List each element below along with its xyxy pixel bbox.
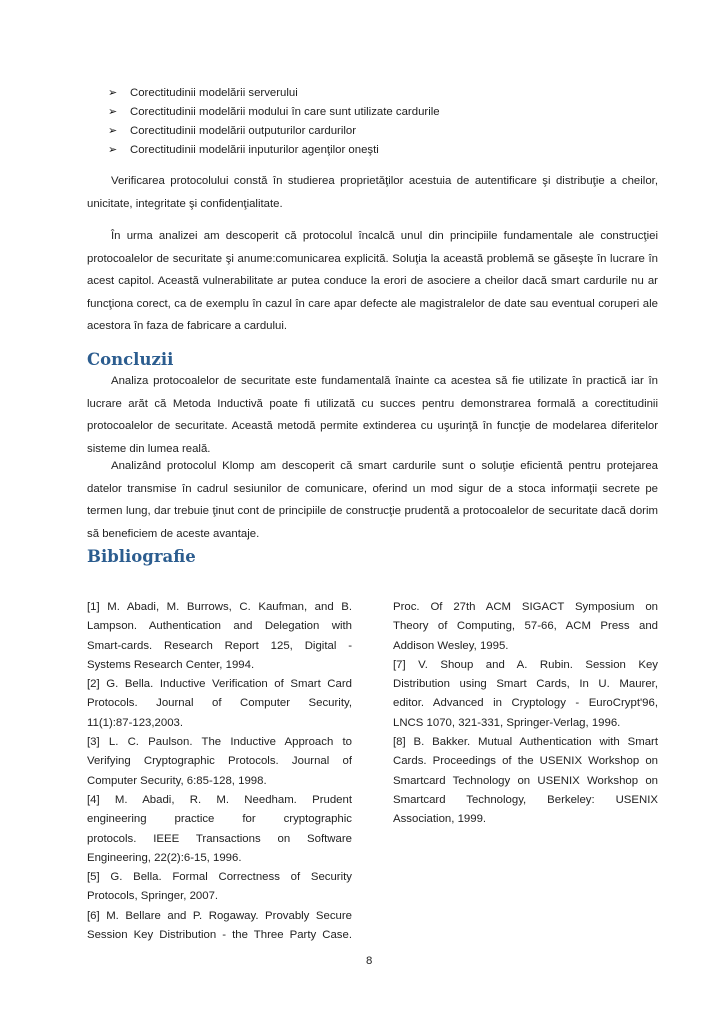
bib-line: Protocols, Springer, 2007. [87,890,219,903]
bib-line: LNCS 1070, 321-331, Springer-Verlag, 1996. [393,716,621,729]
bib-line: [8] B. Bakker. Mutual Authentication with Smart [393,736,658,749]
bib-line: editor. Advanced in Cryptology - EuroCrypt'96, [393,697,658,710]
bib-line: [3] L. C. Paulson. The Inductive Approach to [87,736,352,749]
bib-line: Cards. Proceedings of the USENIX Workshop on [393,755,658,768]
bib-line: 11(1):87-123,2003. [87,716,184,729]
bib-line: engineering practice for cryptographic [87,813,352,826]
bib-line: Distribution using Smart Cards, In U. Maurer, [393,678,658,691]
bib-line: [7] V. Shoup and A. Rubin. Session Key [393,658,658,671]
bullet-list [108,84,440,160]
arrow-bullet-icon: ➢ [108,125,118,137]
bib-line: Association, 1999. [393,813,487,826]
bib-line: Protocols. Journal of Computer Security, [87,697,352,710]
arrow-bullet-icon: ➢ [108,144,118,156]
bib-line: Computer Security, 6:85-128, 1998. [87,774,267,787]
bib-line: Addison Wesley, 1995. [393,639,509,652]
paragraph-verification: Verificarea protocolului constă în studierea proprietăţilor acestuia de autentificare şi distribuţie a cheilor, unicitate, integritate şi confidenţialitate. [87,175,658,210]
bib-line: [2] G. Bella. Inductive Verification of Smart Card [87,678,352,691]
bullet-item: ➢ Corectitudinii modelării serverului [108,84,440,103]
bib-line: [1] M. Abadi, M. Burrows, C. Kaufman, and B. [87,601,352,613]
paragraph-conclusions-1: Analiza protocoalelor de securitate este fundamentală înainte ca acestea să fie utilizate în practică iar în lucrare arăt că Metoda Inductivă poate fi utilizată cu succes pentru demonstrarea formală a corectitudinii protocoalelor de securitate. Această metodă permite extinderea cu uşurinţă în funcţie de modelarea diferitelor sisteme din lumea reală. [87,375,659,455]
heading-conclusions: Concluzii [87,350,174,369]
bullet-item: ➢ Corectitudinii modelării inputurilor agenţilor oneşti [108,141,440,160]
bib-line: [6] M. Bellare and P. Rogaway. Provably Secure [87,909,352,922]
bibliography-right-column [393,598,658,830]
bib-line: Session Key Distribution - the Three Party Case. [87,929,352,942]
bib-line: Theory of Computing, 57-66, ACM Press and [393,620,658,633]
bib-line: Engineering, 22(2):6-15, 1996. [87,851,242,864]
paragraph-analysis: În urma analizei am descoperit că protocolul încalcă unul din principiile fundamentale ale construcţiei protocoalelor de securitate şi anume:comunicarea explicită. Soluţia la această problemă se găseşte în lucrare în acest capitol. Această vulnerabilitate ar putea conduce la erori de asociere a cheilor dacă smart cardurile nu ar funcţiona corect, ca de exemplu în cazul în care apar defecte ale magistralelor de date sau eventual coruperi ale acestora în faza de fabricare a cardului. [87,230,658,332]
bullet-item: ➢ Corectitudinii modelării outputurilor cardurilor [108,122,440,141]
bib-line: Systems Research Center, 1994. [87,658,255,671]
bib-line: [4] M. Abadi, R. M. Needham. Prudent [87,793,352,806]
heading-bibliography: Bibliografie [87,547,196,566]
page-number: 8 [366,955,373,967]
bib-line: Lampson. Authentication and Delegation with [87,620,352,633]
bib-line: Smartcard Technology on USENIX Workshop on [393,774,658,787]
bib-line: Smartcard Technology, Berkeley: USENIX [393,793,658,806]
bib-line: protocols. IEEE Transactions on Software [87,832,352,845]
arrow-bullet-icon: ➢ [108,106,118,118]
paragraph-conclusions-2: Analizând protocolul Klomp am descoperit că smart cardurile sunt o soluţie eficientă pentru protejarea datelor transmise în cadrul sesiunilor de comunicare, oferind un mod sigur de a stoca informaţii secrete pe termen lung, dar trebuie ţinut cont de principiile de construcţie prudentă a protocoalelor de securitate dacă dorim să beneficiem de aceste avantaje. [87,460,658,540]
bibliography-left-column [87,598,352,945]
arrow-bullet-icon: ➢ [108,87,118,99]
bib-line: Verifying Cryptographic Protocols. Journal of [87,755,352,768]
bib-line: [5] G. Bella. Formal Correctness of Security [87,871,352,884]
bib-line: Smart-cards. Research Report 125, Digital - [87,639,352,652]
bullet-item: ➢ Corectitudinii modelării modului în care sunt utilizate cardurile [108,103,440,122]
bib-line: Proc. Of 27th ACM SIGACT Symposium on [393,601,658,613]
